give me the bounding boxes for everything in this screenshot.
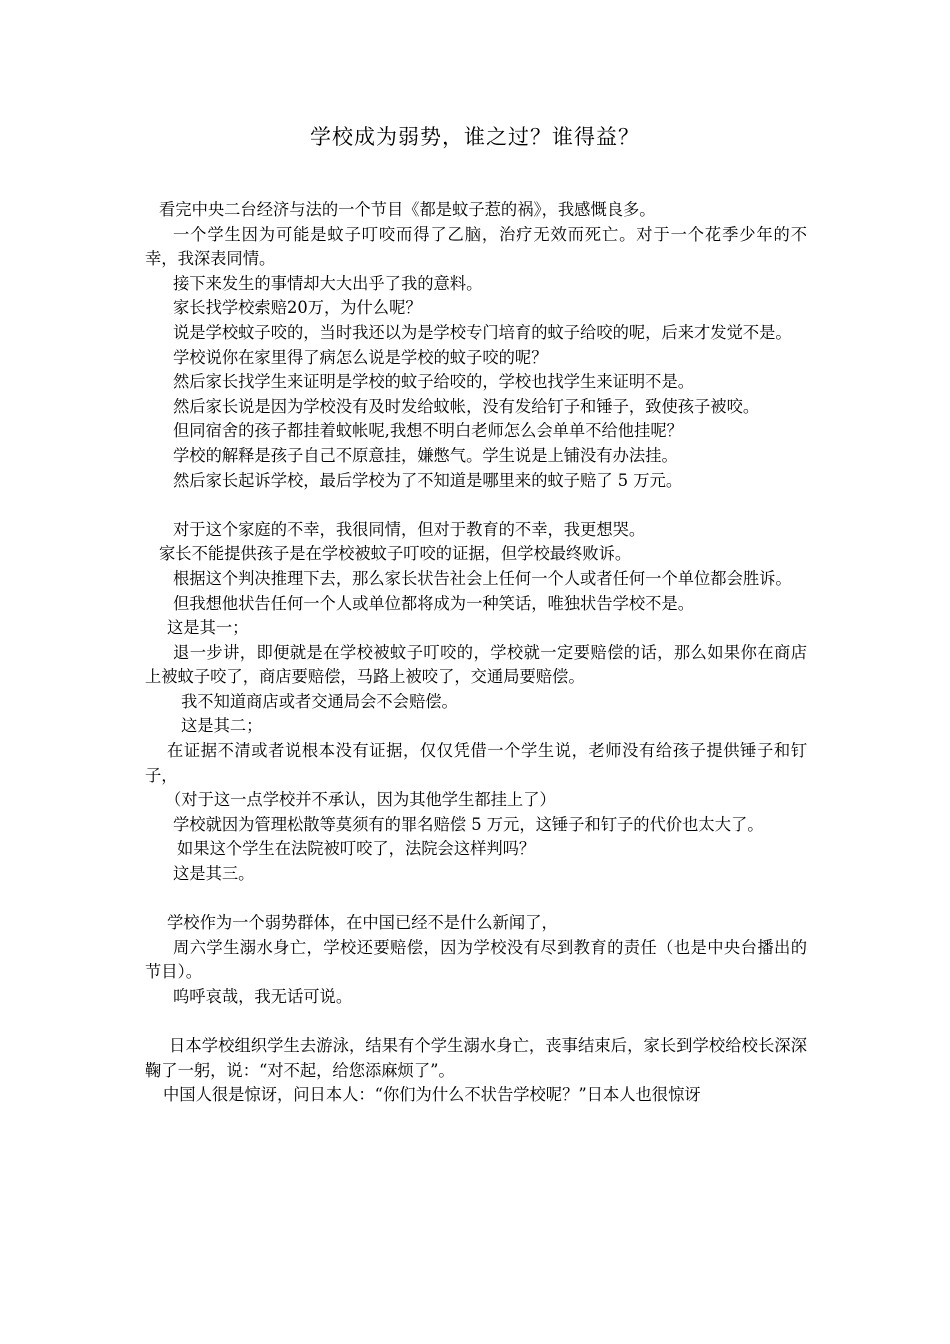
blank-line: [145, 493, 807, 518]
paragraph: 家长不能提供孩子是在学校被蚊子叮咬的证据，但学校最终败诉。: [159, 544, 632, 564]
paragraph: 说是学校蚊子咬的，当时我还以为是学校专门培育的蚊子给咬的呢，后来才发觉不是。: [173, 322, 792, 342]
paragraph: 退一步讲，即便就是在学校被蚊子叮咬的，学校就一定要赔偿的话，那么如果你在商店上被蚊子咬了，商店要赔偿，马路上被咬了，交通局要赔偿。: [145, 642, 807, 687]
paragraph: 看完中央二台经济与法的一个节目《都是蚊子惹的祸》，我感慨良多。: [159, 200, 656, 219]
paragraph: 学校作为一个弱势群体，在中国已经不是什么新闻了，: [167, 913, 558, 933]
page-title: 学校成为弱势，谁之过？谁得益？: [310, 125, 640, 149]
paragraph: 这是其二；: [181, 716, 263, 736]
paragraph: 根据这个判决推理下去，那么家长状告社会上任何一个人或者任何一个单位都会胜诉。: [173, 568, 792, 588]
paragraph: 呜呼哀哉，我无话可说。: [173, 987, 353, 1006]
paragraph: 中国人很是惊讶，问日本人：“你们为什么不状告学校呢？”日本人也很惊讶: [163, 1085, 701, 1105]
paragraph: 然后家长说是因为学校没有及时发给蚊帐，没有发给钉子和锤子，致使孩子被咬。: [173, 396, 760, 416]
paragraph: 这是其一；: [167, 618, 249, 638]
paragraph: 我不知道商店或者交通局会不会赔偿。: [181, 691, 458, 711]
paragraph: 这是其三。: [173, 864, 255, 884]
blank-line: [145, 1010, 807, 1035]
paragraph: 周六学生溺水身亡，学校还要赔偿，因为学校没有尽到教育的责任（也是中央台播出的节目）。: [145, 937, 807, 982]
paragraph: 一个学生因为可能是蚊子叮咬而得了乙脑，治疗无效而死亡。对于一个花季少年的不幸，我深表同情。: [145, 224, 807, 269]
article-body: [145, 198, 807, 1108]
paragraph: 对于这个家庭的不幸，我很同情，但对于教育的不幸，我更想哭。: [173, 519, 646, 539]
blank-line: [145, 887, 807, 912]
paragraph: 接下来发生的事情却大大出乎了我的意料。: [173, 273, 483, 293]
paragraph: （对于这一点学校并不承认，因为其他学生都挂上了）: [165, 790, 556, 810]
paragraph: 日本学校组织学生去游泳，结果有个学生溺水身亡，丧事结束后，家长到学校给校长深深鞠了一躬，说：“对不起，给您添麻烦了”。: [145, 1036, 807, 1080]
paragraph: 学校的解释是孩子自己不原意挂，嫌憋气。学生说是上铺没有办法挂。: [173, 445, 678, 465]
paragraph: 如果这个学生在法院被叮咬了，法院会这样判吗？: [177, 839, 536, 859]
paragraph: 然后家长起诉学校，最后学校为了不知道是哪里来的蚊子赔了 5 万元。: [173, 470, 683, 490]
paragraph: 学校就因为管理松散等莫须有的罪名赔偿 5 万元，这锤子和钉子的代价也太大了。: [173, 814, 764, 834]
paragraph: 但同宿舍的孩子都挂着蚊帐呢,我想不明白老师怎么会单单不给他挂呢？: [173, 421, 683, 441]
paragraph: 然后家长找学生来证明是学校的蚊子给咬的，学校也找学生来证明不是。: [173, 372, 695, 392]
paragraph: 但我想他状告任何一个人或单位都将成为一种笑话，唯独状告学校不是。: [173, 593, 695, 613]
paragraph: 学校说你在家里得了病怎么说是学校的蚊子咬的呢？: [173, 347, 548, 367]
paragraph: 家长找学校索赔20万，为什么呢？: [173, 298, 422, 318]
paragraph: 在证据不清或者说根本没有证据，仅仅凭借一个学生说，老师没有给孩子提供锤子和钉子，: [145, 741, 807, 785]
